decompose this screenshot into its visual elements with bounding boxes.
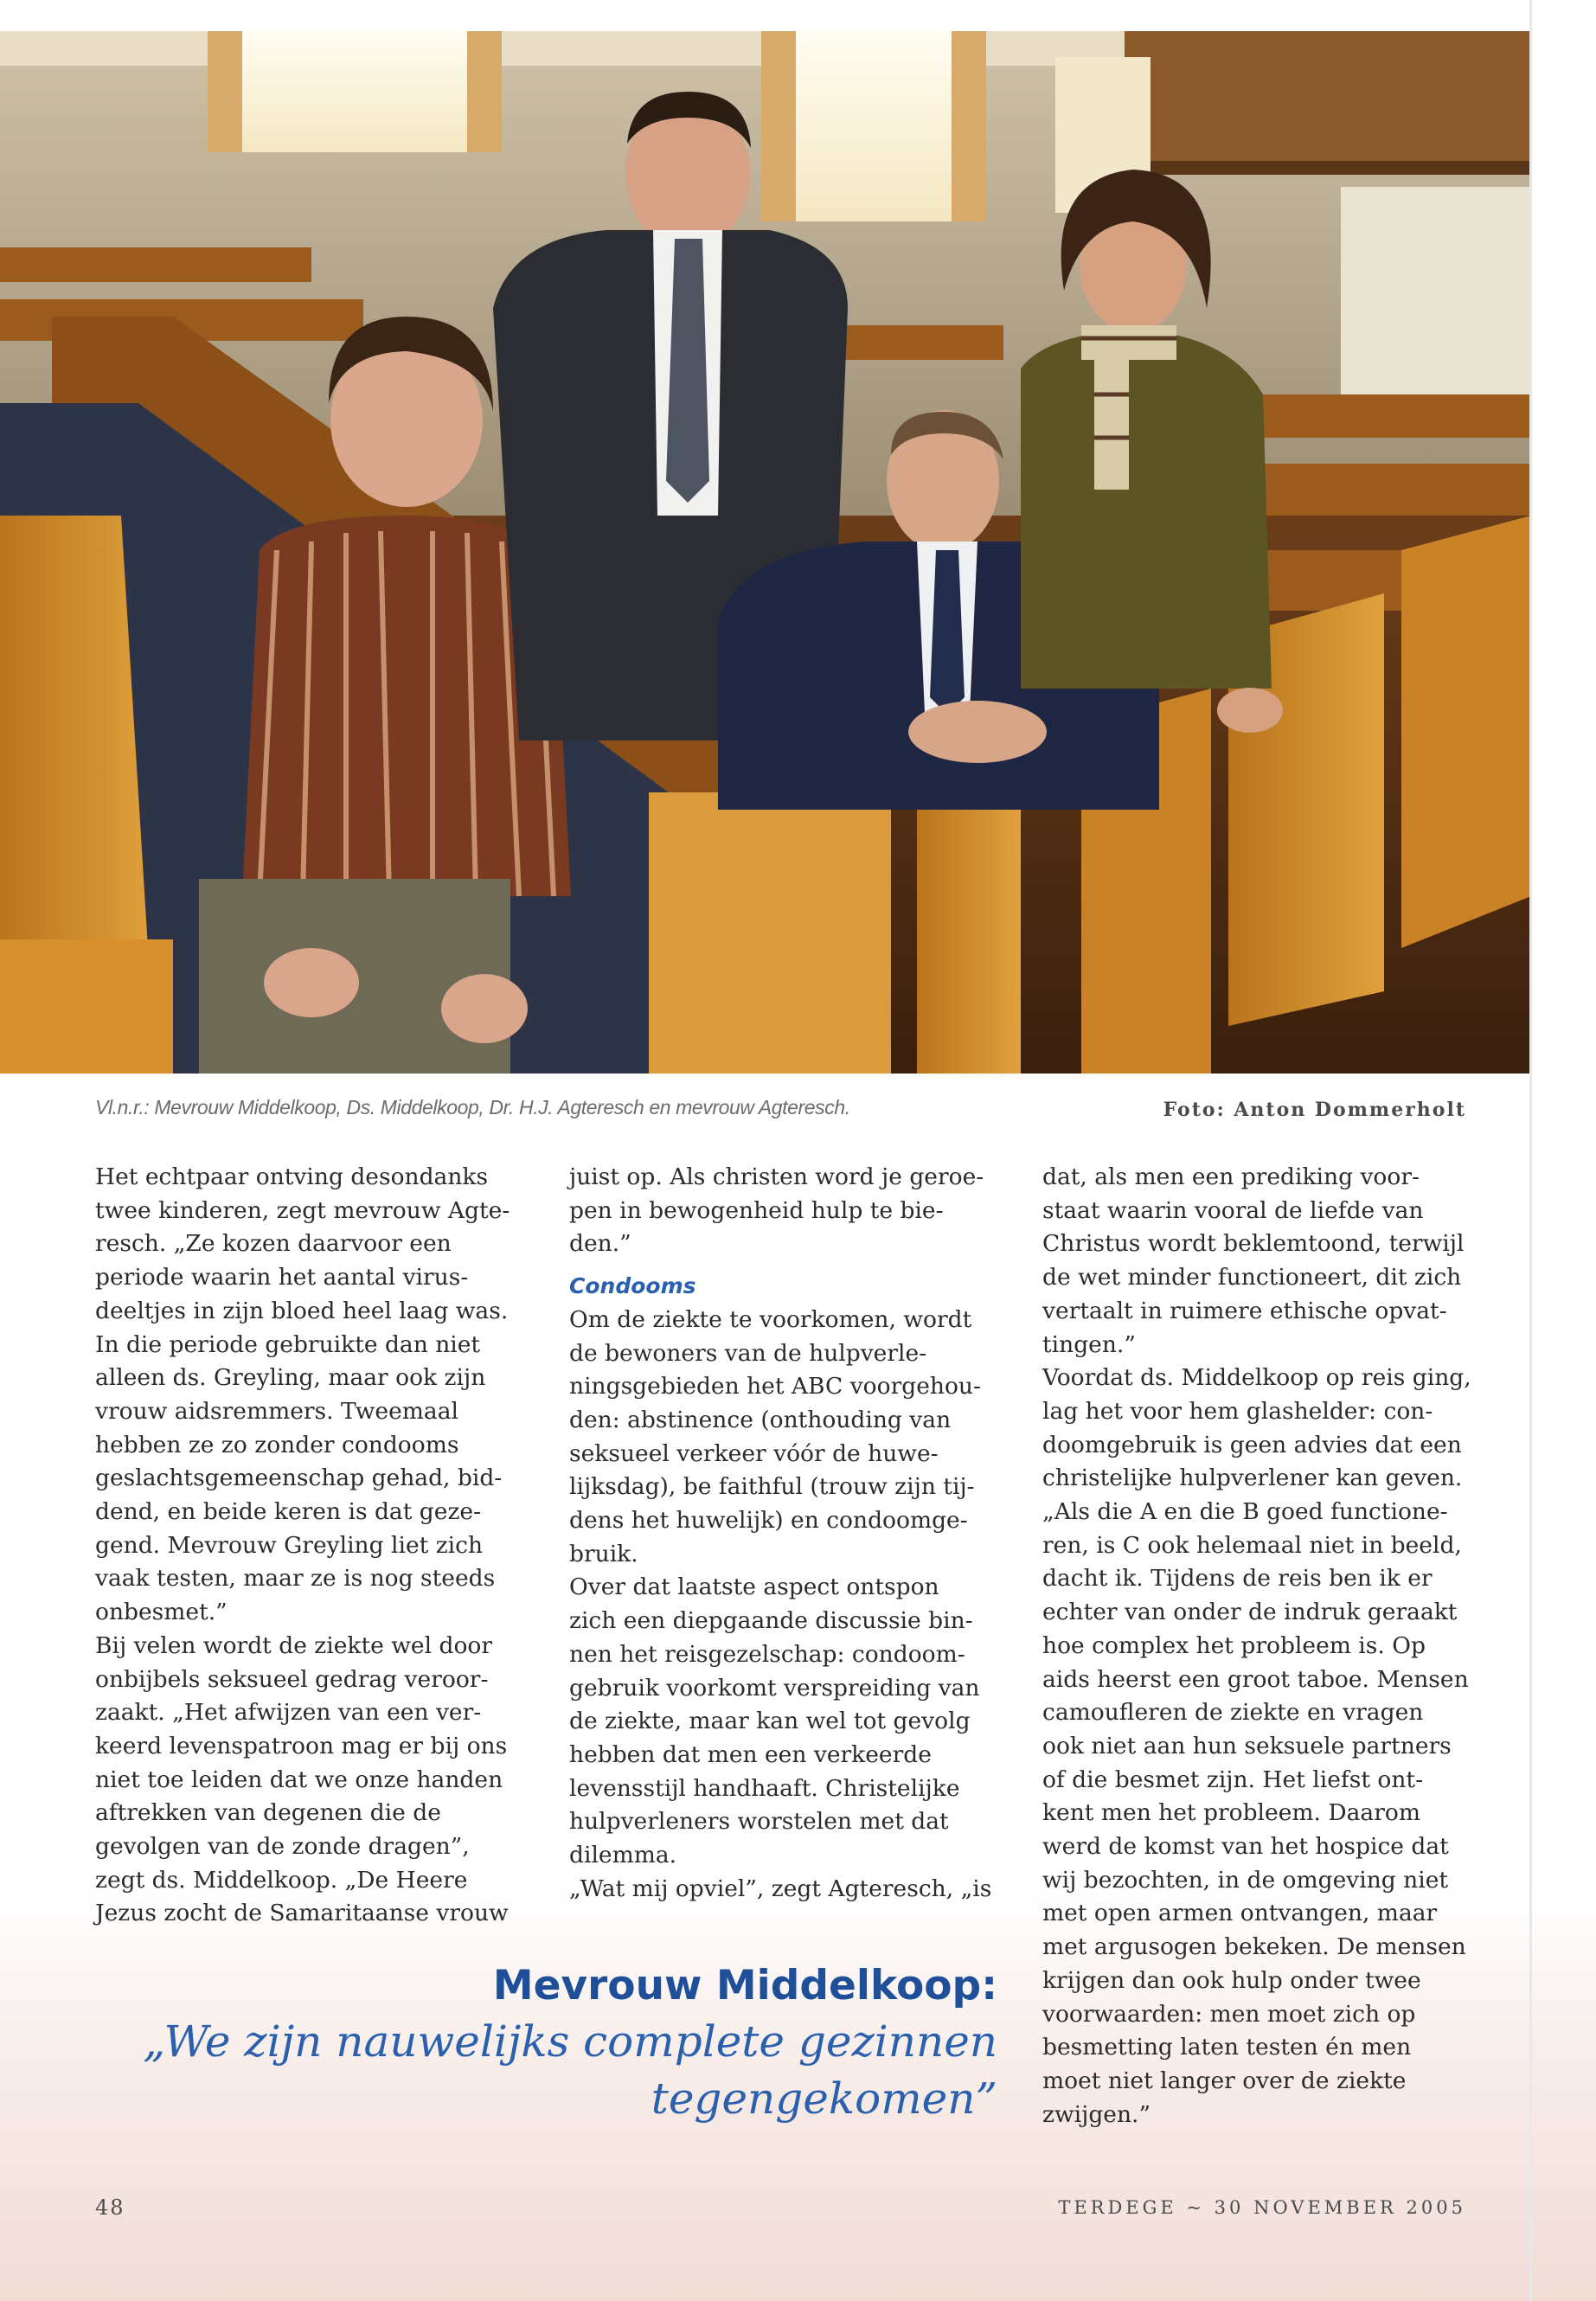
article-column-1 [95,1161,536,1931]
body-line: aftrekken van degenen die de [95,1799,441,1827]
body-line: zich een diepgaande discussie bin- [569,1607,973,1635]
body-line: onbijbels seksueel gedrag veroor- [95,1665,489,1693]
body-line: lag het voor hem glashelder: con- [1042,1397,1433,1425]
body-line: vrouw aidsremmers. Tweemaal [95,1397,458,1425]
body-line: lijksdag), be faithful (trouw zijn tij- [569,1473,975,1501]
body-line: „Wat mij opviel”, zegt Agteresch, „is [569,1875,992,1902]
body-line: gebruik voorkomt verspreiding van [569,1674,980,1702]
church-group-photo [0,31,1531,1074]
body-line: gevolgen van de zonde dragen”, [95,1833,470,1861]
body-line: den: abstinence (onthouding van [569,1406,952,1433]
body-line: voorwaarden: men moet zich op [1042,2000,1416,2028]
body-line: hulpverleners worstelen met dat [569,1808,949,1836]
pull-quote-line: tegengekomen” [651,2073,997,2124]
body-line: alleen ds. Greyling, maar ook zijn [95,1364,486,1392]
body-line: Jezus zocht de Samaritaanse vrouw [95,1900,509,1927]
body-line: de ziekte, maar kan wel tot gevolg [569,1708,971,1735]
body-line: echter van onder de indruk geraakt [1042,1599,1458,1626]
body-line: besmetting laten testen én men [1042,2034,1412,2061]
body-line: keerd levenspatroon mag er bij ons [95,1732,508,1759]
magazine-folio: TERDEGE ~ 30 NOVEMBER 2005 [1058,2197,1466,2218]
body-line: dilemma. [569,1842,677,1869]
body-line: geslachtsgemeenschap gehad, bid- [95,1465,503,1492]
body-line: juist op. Als christen word je geroe- [569,1163,984,1190]
body-line: pen in bewogenheid hulp te bie- [569,1196,944,1224]
pull-quote-text [143,2013,997,2127]
body-line: vaak testen, maar ze is nog steeds [95,1565,496,1593]
body-line: Bij velen wordt de ziekte wel door [95,1631,493,1659]
body-line: zaakt. „Het afwijzen van een ver- [95,1699,482,1727]
body-line: wij bezochten, in de omgeving niet [1042,1866,1449,1894]
body-line: tingen.” [1042,1330,1136,1358]
body-line: Christus wordt beklemtoond, terwijl [1042,1230,1465,1258]
body-line: den.” [569,1230,631,1258]
body-line: In die periode gebruikte dan niet [95,1330,481,1358]
body-line: zegt ds. Middelkoop. „De Heere [95,1866,468,1894]
pull-quote-line: „We zijn nauwelijks complete gezinnen [143,2016,997,2067]
article-column-2 [569,1161,1010,1906]
body-line: met open armen ontvangen, maar [1042,1900,1438,1927]
body-line: dens het huwelijk) en condoomge- [569,1507,968,1535]
body-line: gend. Mevrouw Greyling liet zich [95,1531,484,1559]
body-line: ningsgebieden het ABC voorgehou- [569,1373,981,1400]
body-line: deeltjes in zijn bloed heel laag was. [95,1297,509,1324]
body-line: Voordat ds. Middelkoop op reis ging, [1042,1364,1471,1392]
body-line: kent men het probleem. Daarom [1042,1799,1420,1827]
body-line: ook niet aan hun seksuele partners [1042,1732,1452,1759]
church-group-photo-icon [0,31,1531,1074]
pull-quote [143,1959,997,2127]
article-column-3 [1042,1161,1492,2131]
photo-credit: Foto: Anton Dommerholt [1163,1099,1466,1121]
body-line: seksueel verkeer vóór de huwe- [569,1439,939,1467]
page-number: 48 [95,2195,125,2220]
body-line: de bewoners van de hulpverle- [569,1339,927,1367]
body-line: Het echtpaar ontving desondanks [95,1163,489,1190]
body-line: nen het reisgezelschap: condoom- [569,1640,965,1668]
body-line: krijgen dan ook hulp onder twee [1042,1966,1421,1994]
body-line: hebben ze zo zonder condooms [95,1431,459,1458]
body-line: periode waarin het aantal virus- [95,1264,469,1292]
pull-quote-speaker: Mevrouw Middelkoop: [492,1962,997,2009]
body-line: dend, en beide keren is dat geze- [95,1498,482,1526]
section-subheading: Condooms [569,1273,696,1299]
body-line: christelijke hulpverlener kan geven. [1042,1465,1463,1492]
body-line: ren, is C ook helemaal niet in beeld, [1042,1531,1462,1559]
body-line: moet niet langer over de ziekte [1042,2067,1407,2094]
body-line: vertaalt in ruimere ethische opvat- [1042,1297,1447,1324]
body-line: camoufleren de ziekte en vragen [1042,1699,1424,1727]
body-line: met argusogen bekeken. De mensen [1042,1933,1466,1961]
body-line: dat, als men een prediking voor- [1042,1163,1420,1190]
body-line: onbesmet.” [95,1599,228,1626]
body-line: bruik. [569,1540,638,1567]
body-line: de wet minder functioneert, dit zich [1042,1264,1462,1292]
body-line: of die besmet zijn. Het liefst ont- [1042,1766,1424,1793]
body-line: Over dat laatste aspect ontspon [569,1574,939,1601]
body-line: niet toe leiden dat we onze handen [95,1766,503,1793]
body-line: zwijgen.” [1042,2100,1151,2128]
body-line: hoe complex het probleem is. Op [1042,1631,1426,1659]
body-line: twee kinderen, zegt mevrouw Agte- [95,1196,510,1224]
body-line: doomgebruik is geen advies dat een [1042,1431,1462,1458]
body-line: aids heerst een groot taboe. Mensen [1042,1665,1469,1693]
body-line: „Als die A en die B goed functione- [1042,1498,1448,1526]
body-line: levensstijl handhaaft. Christelijke [569,1774,960,1802]
body-line: resch. „Ze kozen daarvoor een [95,1230,452,1258]
body-line: werd de komst van het hospice dat [1042,1833,1449,1861]
page-edge-rule [1529,0,1532,2301]
body-line: staat waarin vooral de liefde van [1042,1196,1424,1224]
body-line: dacht ik. Tijdens de reis ben ik er [1042,1565,1433,1593]
photo-caption: Vl.n.r.: Mevrouw Middelkoop, Ds. Middelkoop, Dr. H.J. Agteresch en mevrouw Agteresch. [95,1096,850,1118]
body-line: Om de ziekte te voorkomen, wordt [569,1305,972,1333]
body-line: hebben dat men een verkeerde [569,1740,932,1768]
